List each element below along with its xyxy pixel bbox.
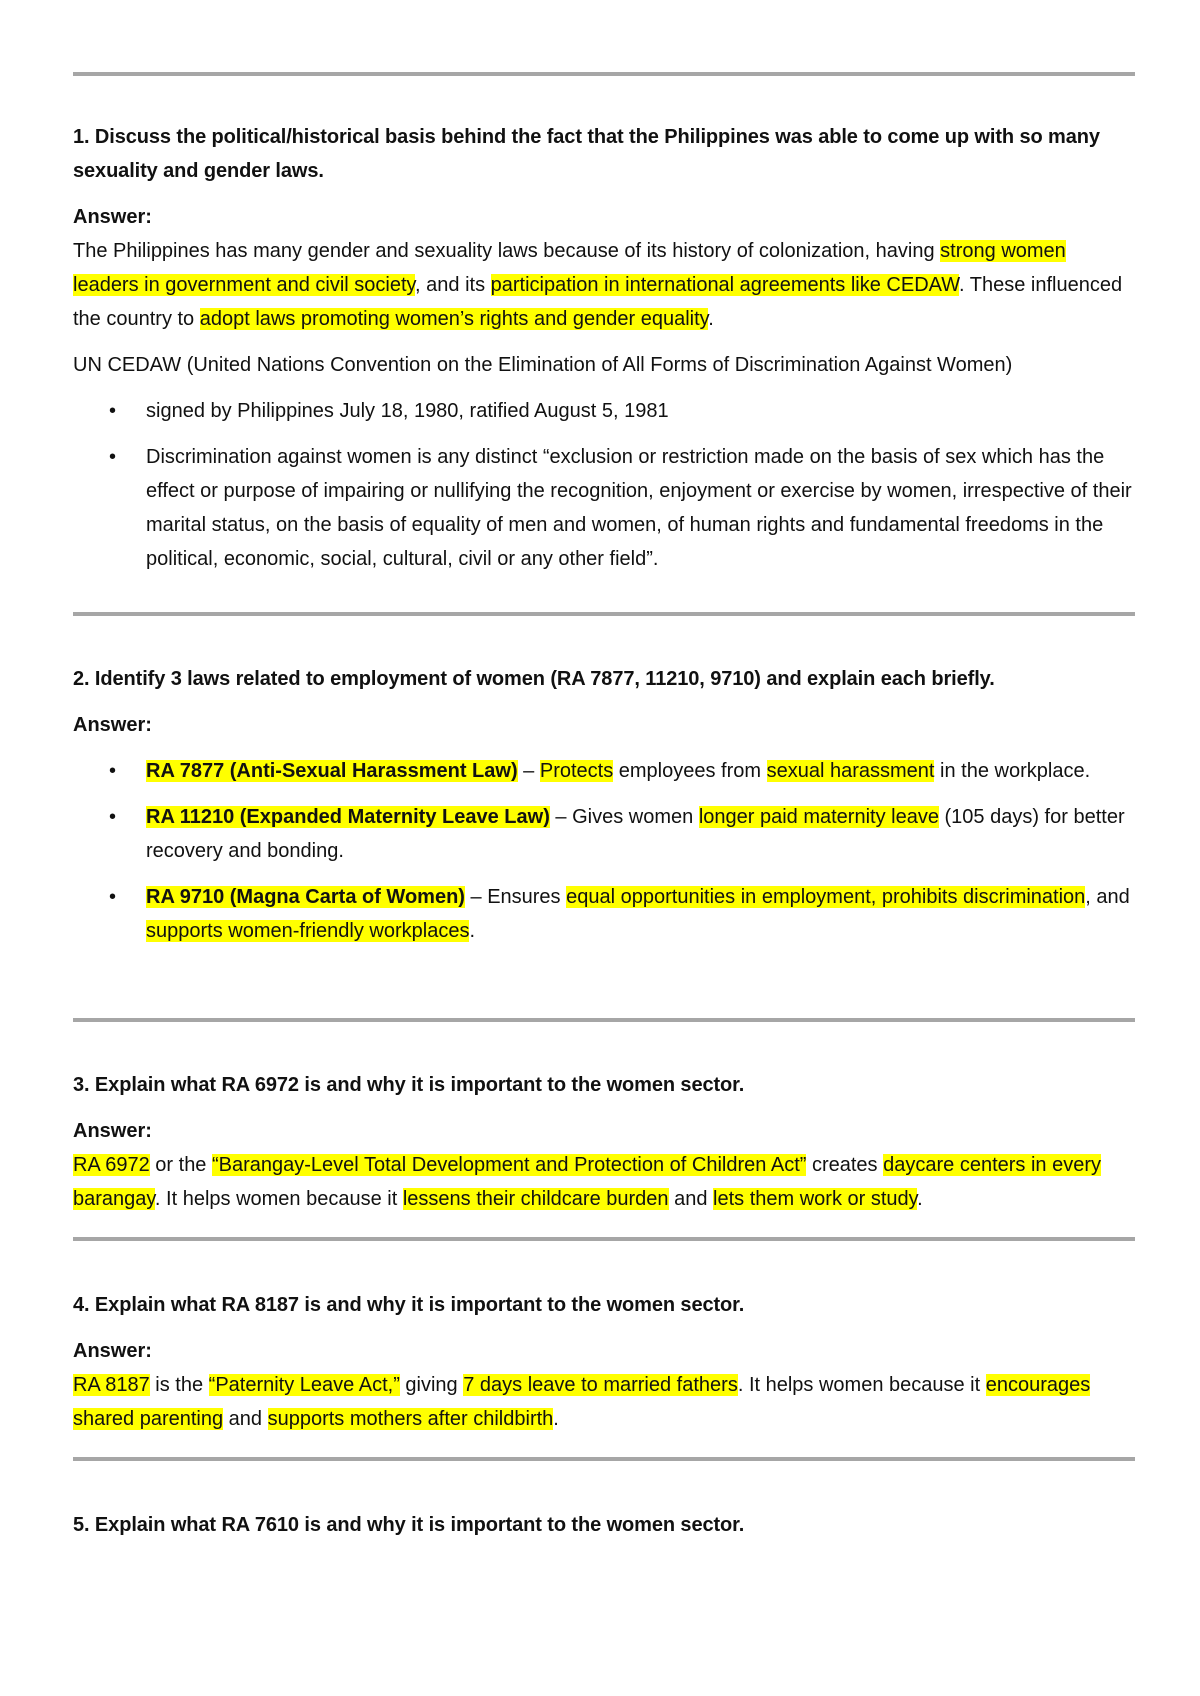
law-name: RA 9710 (Magna Carta of Women) [146, 886, 465, 908]
list-item: • signed by Philippines July 18, 1980, ratified August 5, 1981 [73, 394, 1135, 428]
section-divider [73, 612, 1135, 616]
answer-label: Answer: [73, 206, 152, 228]
list-item: • RA 9710 (Magna Carta of Women) – Ensures equal opportunities in employment, prohibits discrimination, and supports women-friendly workplaces. [73, 880, 1135, 948]
list-item: • RA 11210 (Expanded Maternity Leave Law) – Gives women longer paid maternity leave (105 days) for better recovery and bonding. [73, 800, 1135, 868]
cedaw-title: UN CEDAW (United Nations Convention on the Elimination of All Forms of Discrimination Against Women) [73, 354, 1013, 376]
section-5 [73, 1508, 1135, 1542]
bullet-icon: • [109, 446, 117, 468]
highlight: RA 6972 [73, 1154, 150, 1176]
question-1: 1. Discuss the political/historical basis behind the fact that the Philippines was able to come up with so many sexuality and gender laws. [73, 126, 1100, 182]
section-1 [73, 120, 1135, 576]
question-2: 2. Identify 3 laws related to employment of women (RA 7877, 11210, 9710) and explain each briefly. [73, 668, 995, 690]
highlight: adopt laws promoting women’s rights and gender equality [199, 308, 709, 330]
list-item: • RA 7877 (Anti-Sexual Harassment Law) – Protects employees from sexual harassment in the workplace. [73, 754, 1135, 788]
highlight: participation in international agreements like CEDAW [490, 274, 960, 296]
highlight: lessens their childcare burden [402, 1188, 669, 1210]
highlight: “Paternity Leave Act,” [208, 1374, 400, 1396]
list-item: • Discrimination against women is any distinct “exclusion or restriction made on the basis of sex which has the effect or purpose of impairing or nullifying the recognition, enjoyment or exercise by women, irrespective of their marital status, on the basis of equality of men and women, of human rights and fundamental freedoms in the political, economic, social, cultural, civil or any other field”. [73, 440, 1135, 576]
section-divider [73, 1457, 1135, 1461]
bullet-icon: • [109, 886, 117, 908]
highlight: RA 8187 [73, 1374, 150, 1396]
highlight: Protects [539, 760, 614, 782]
highlight: encourages shared parenting [73, 1374, 1091, 1430]
question-4: 4. Explain what RA 8187 is and why it is important to the women sector. [73, 1294, 745, 1316]
answer-label: Answer: [73, 1340, 152, 1362]
highlight: equal opportunities in employment, prohibits discrimination [566, 886, 1086, 908]
highlight: 7 days leave to married fathers [463, 1374, 738, 1396]
section-3 [73, 1068, 1135, 1216]
section-divider [73, 1018, 1135, 1022]
highlight: daycare centers in every barangay [73, 1154, 1101, 1210]
highlight: lets them work or study [713, 1188, 918, 1210]
highlight: supports women-friendly workplaces [146, 920, 470, 942]
question-3: 3. Explain what RA 6972 is and why it is important to the women sector. [73, 1074, 745, 1096]
section-divider [73, 72, 1135, 76]
answer-1-paragraph: The Philippines has many gender and sexuality laws because of its history of colonization, having strong women leaders in government and civil society, and its participation in international agreements like CEDAW. These influenced the country to adopt laws promoting women’s rights and gender equality. [73, 240, 1123, 330]
highlight: sexual harassment [766, 760, 935, 782]
answer-3-paragraph: RA 6972 or the “Barangay-Level Total Development and Protection of Children Act” creates daycare centers in every barangay. It helps women because it lessens their childcare burden and lets them work or study. [73, 1154, 1101, 1210]
bullet-icon: • [109, 400, 117, 422]
answer-label: Answer: [73, 714, 152, 736]
highlight: “Barangay-Level Total Development and Protection of Children Act” [212, 1154, 807, 1176]
highlight: longer paid maternity leave [698, 806, 939, 828]
law-name: RA 7877 (Anti-Sexual Harassment Law) [146, 760, 518, 782]
answer-label: Answer: [73, 1120, 152, 1142]
section-2 [73, 662, 1135, 948]
highlight: supports mothers after childbirth [267, 1408, 554, 1430]
cedaw-list [73, 394, 1135, 576]
answer-4-paragraph: RA 8187 is the “Paternity Leave Act,” giving 7 days leave to married fathers. It helps women because it encourages shared parenting and supports mothers after childbirth. [73, 1374, 1091, 1430]
section-4 [73, 1288, 1135, 1436]
bullet-icon: • [109, 760, 117, 782]
laws-list [73, 754, 1135, 948]
question-5: 5. Explain what RA 7610 is and why it is important to the women sector. [73, 1514, 745, 1536]
section-divider [73, 1237, 1135, 1241]
law-name: RA 11210 (Expanded Maternity Leave Law) [146, 806, 550, 828]
highlight: strong women leaders in government and civil society [73, 240, 1066, 296]
bullet-icon: • [109, 806, 117, 828]
